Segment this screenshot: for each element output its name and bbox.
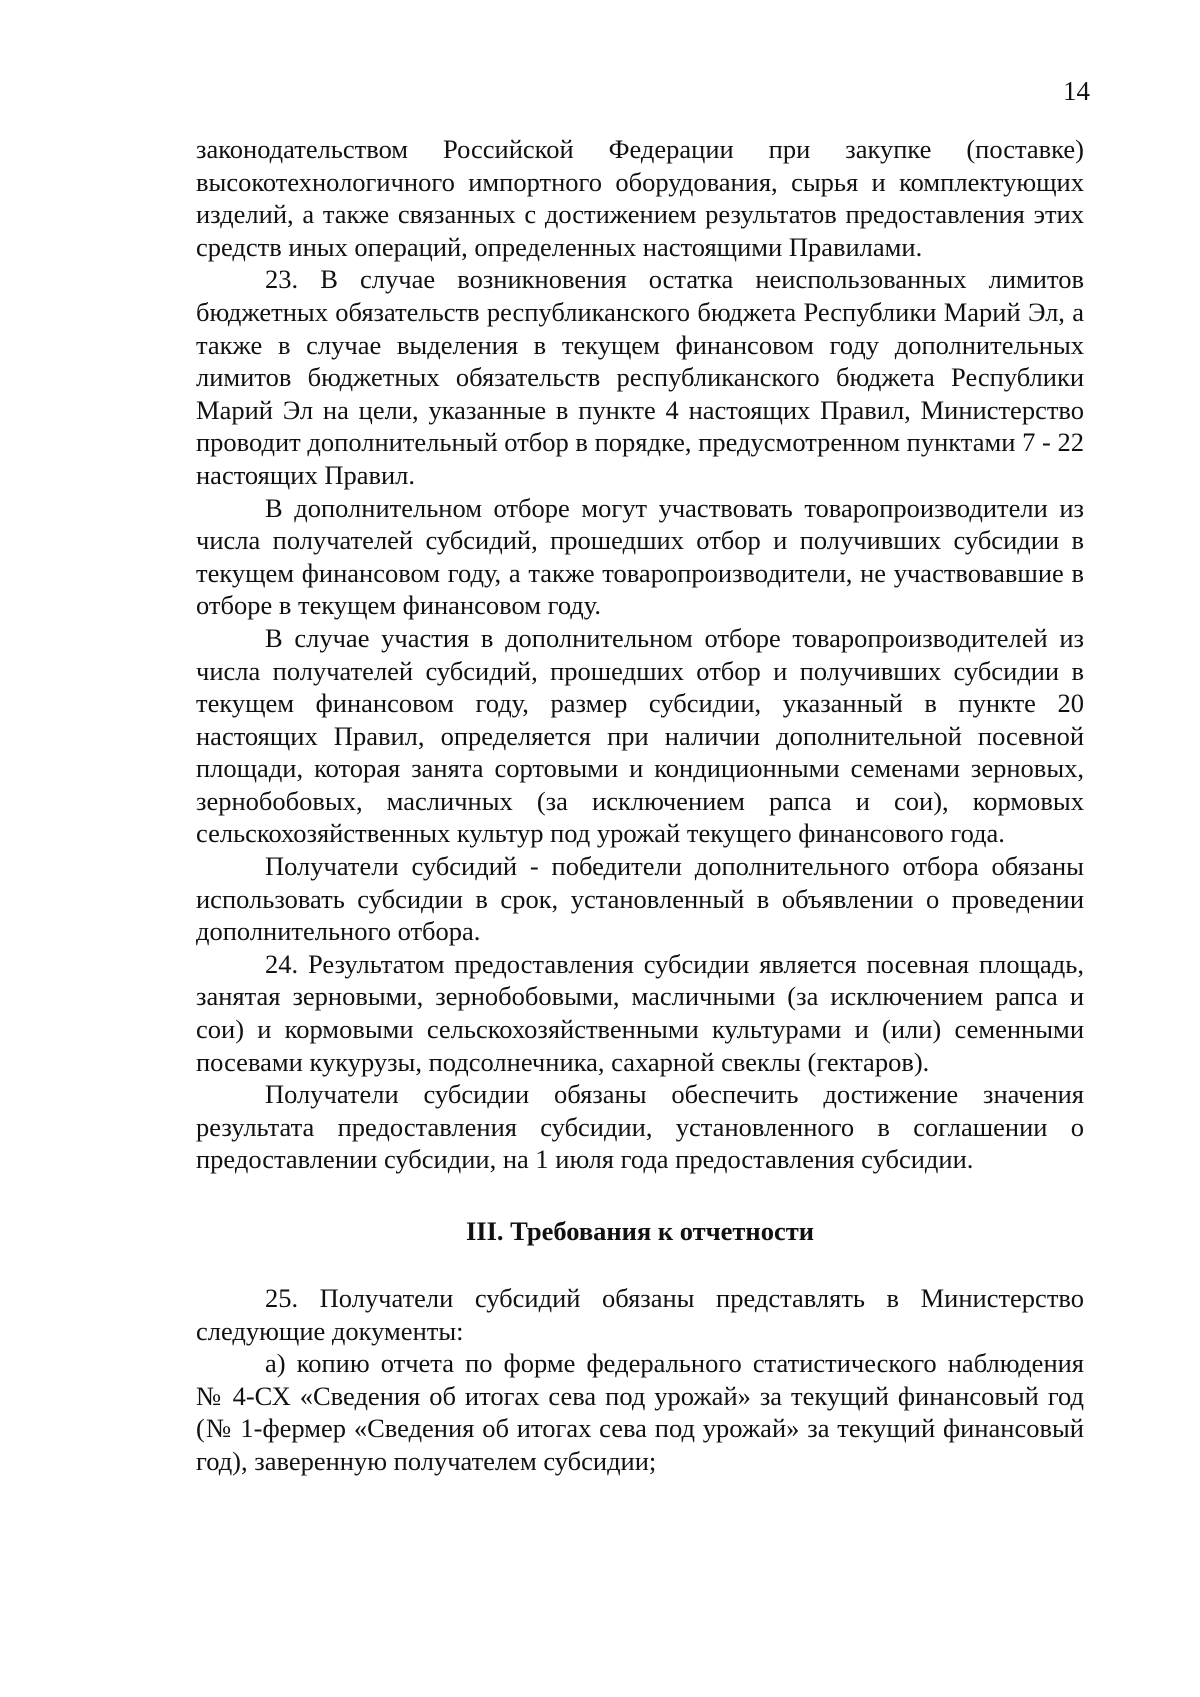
paragraph-additional-selection-participants: В дополнительном отборе могут участвовать товаропроизводители из числа получателей субсидий, прошедших отбор и получивших субсидии в текущем финансовом году, а также товаропроизводители, не участвовавшие в отборе в текущем финансовом году.: [196, 492, 1084, 621]
paragraph-subsidy-size-condition: В случае участия в дополнительном отборе товаропроизводителей из числа получателей субсидий, прошедших отбор и получивших субсидии в текущем финансовом году, размер субсидии, указанный в пункте 20 настоящих Правил, определяется при наличии дополнительной посевной площади, которая занята сортовыми и кондиционными семенами зерновых, зернобобовых, масличных (за исключением рапса и сои), кормовых сельскохозяйственных культур под урожай текущего финансового года.: [196, 622, 1084, 849]
paragraph-item-24: 24. Результатом предоставления субсидии является посевная площадь, занятая зерновыми, зернобобовыми, масличными (за исключением рапса и сои) и кормовыми сельскохозяйственными культурами и (или) семенными посевами кукурузы, подсолнечника, сахарной свеклы (гектаров).: [196, 948, 1084, 1077]
paragraph-continuation: законодательством Российской Федерации при закупке (поставке) высокотехнологичного импортного оборудования, сырья и комплектующих изделий, а также связанных с достижением результатов предоставления этих средств иных операций, определенных настоящими Правилами.: [196, 134, 1084, 262]
section-heading: III. Требования к отчетности: [465, 1216, 814, 1246]
page-number: 14: [1063, 76, 1090, 106]
paragraph-item-25: 25. Получатели субсидий обязаны представлять в Министерство следующие документы:: [196, 1283, 1084, 1346]
document-body: [196, 133, 1084, 1478]
paragraph-item-25a: а) копию отчета по форме федерального статистического наблюдения № 4-СХ «Сведения об итогах сева под урожай» за текущий финансовый год (№ 1-фермер «Сведения об итогах сева под урожай» за текущий финансовый год), заверенную получателем субсидии;: [196, 1348, 1084, 1476]
paragraph-winners-obligation: Получатели субсидий - победители дополнительного отбора обязаны использовать субсидии в срок, установленный в объявлении о проведении дополнительного отбора.: [196, 851, 1084, 947]
paragraph-result-achievement: Получатели субсидии обязаны обеспечить достижение значения результата предоставления субсидии, установленного в соглашении о предоставлении субсидии, на 1 июля года предоставления субсидии.: [196, 1079, 1084, 1175]
paragraph-item-23: 23. В случае возникновения остатка неиспользованных лимитов бюджетных обязательств республиканского бюджета Республики Марий Эл, а также в случае выделения в текущем финансовом году дополнительных лимитов бюджетных обязательств республиканского бюджета Республики Марий Эл на цели, указанные в пункте 4 настоящих Правил, Министерство проводит дополнительный отбор в порядке, предусмотренном пунктами 7 - 22 настоящих Правил.: [196, 264, 1084, 490]
